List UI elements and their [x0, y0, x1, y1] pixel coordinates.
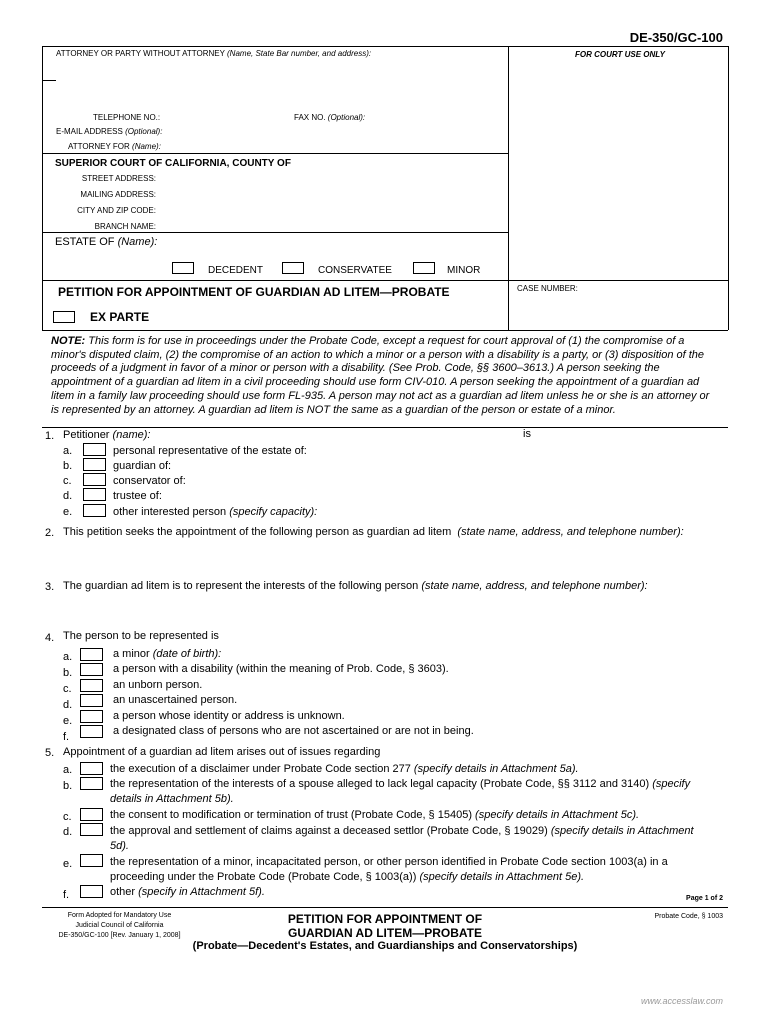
item4-b-checkbox[interactable] — [80, 663, 103, 676]
item5-a-checkbox[interactable] — [80, 762, 103, 775]
item4-f-label: a designated class of persons who are not ascertained or are not in being. — [113, 725, 474, 737]
item5-d-letter: d. — [63, 826, 73, 838]
footer-title-1: PETITION FOR APPOINTMENT OF — [287, 912, 483, 926]
item1-is: is — [523, 428, 531, 440]
fax-label: FAX NO. (Optional): — [294, 113, 366, 122]
item5-f-checkbox[interactable] — [80, 885, 103, 898]
note-paragraph: NOTE: This form is for use in proceedings under the Probate Code, except a request for court approval of (1) the compromise of a minor's disputed claim, (2) the compromise of an action to which a minor or a person with a disability is a party, or (3) disposition of the proceeds of a judgment in favor of a minor or person with a disability. (See Prob. Code, §§ 3600–3613.) A person seeking the appointment of a guardian ad litem in a civil proceeding should use form CIV-010. A person seeking the appointment of a guardian ad litem in a family law proceeding should use form FL-935. A person may not act as a guardian ad litem unless he or she is an attorney or is represented by an attorney. A guardian ad litem is NOT the same as a guardian of the person or estate of a minor. — [51, 335, 710, 416]
item1-d-label: trustee of: — [113, 490, 162, 502]
item1-a-label: personal representative of the estate of: — [113, 445, 307, 457]
item1-c-letter: c. — [63, 475, 72, 487]
court-use-label: FOR COURT USE ONLY — [575, 50, 665, 59]
item1-c-label: conservator of: — [113, 475, 186, 487]
conservatee-label: CONSERVATEE — [318, 265, 392, 276]
item1-b-letter: b. — [63, 460, 73, 472]
item4-c-letter: c. — [63, 683, 72, 695]
attorney-for-label: ATTORNEY FOR (Name): — [68, 142, 161, 151]
footer-adopted-2: Judicial Council of California — [75, 922, 164, 929]
ex-parte-label: EX PARTE — [90, 310, 150, 324]
item2-number: 2. — [45, 527, 55, 539]
item1-e-letter: e. — [63, 506, 73, 518]
footer-subtitle: (Probate—Decedent's Estates, and Guardianships and Conservatorships) — [192, 940, 578, 952]
item4-d-label: an unascertained person. — [113, 694, 238, 706]
footer-adopted-1: Form Adopted for Mandatory Use — [67, 912, 172, 919]
telephone-label: TELEPHONE NO.: — [93, 113, 161, 122]
page-number: Page 1 of 2 — [686, 895, 723, 902]
item5-text: Appointment of a guardian ad litem arises out of issues regarding — [63, 746, 381, 758]
header-top-border — [42, 46, 728, 47]
item1-a-checkbox[interactable] — [83, 443, 106, 456]
item4-f-letter: f. — [63, 731, 70, 743]
item1-label: Petitioner (name): — [63, 429, 151, 441]
minor-checkbox[interactable] — [413, 262, 435, 274]
item5-a-label: the execution of a disclaimer under Probate Code section 277 (specify details in Attachment 5a). — [110, 763, 579, 775]
item5-d-label: the approval and settlement of claims against a deceased settlor (Probate Code, § 19029) (specify details in Attachment 5d). — [110, 825, 694, 852]
ex-parte-checkbox[interactable] — [53, 311, 75, 323]
item4-f-checkbox[interactable] — [80, 725, 103, 738]
header-left-border — [42, 46, 43, 330]
item4-e-checkbox[interactable] — [80, 710, 103, 723]
estate-label: ESTATE OF (Name): — [55, 236, 158, 248]
item4-number: 4. — [45, 632, 55, 644]
item4-b-letter: b. — [63, 667, 73, 679]
item4-a-label: a minor (date of birth): — [113, 648, 222, 660]
attorney-section-divider — [42, 153, 508, 154]
minor-label: MINOR — [447, 265, 481, 276]
decedent-checkbox[interactable] — [172, 262, 194, 274]
header-bottom-border — [42, 330, 728, 331]
item1-d-checkbox[interactable] — [83, 488, 106, 501]
city-zip-label: CITY AND ZIP CODE: — [77, 206, 156, 215]
email-label: E-MAIL ADDRESS (Optional): — [56, 127, 163, 136]
item1-a-letter: a. — [63, 445, 73, 457]
item4-c-label: an unborn person. — [113, 679, 203, 691]
footer-adopted-3: DE-350/GC-100 [Rev. January 1, 2008] — [58, 932, 181, 939]
decedent-label: DECEDENT — [208, 265, 264, 276]
note-bottom-border — [42, 427, 728, 428]
item1-e-label: other interested person (specify capacity): — [113, 506, 318, 518]
conservatee-checkbox[interactable] — [282, 262, 304, 274]
item4-c-checkbox[interactable] — [80, 679, 103, 692]
item1-d-letter: d. — [63, 490, 73, 502]
court-section-divider — [42, 232, 508, 233]
attorney-field-tick — [42, 80, 56, 81]
item1-b-label: guardian of: — [113, 460, 172, 472]
item5-a-letter: a. — [63, 764, 73, 776]
header-right-border — [728, 46, 729, 330]
case-number-label: CASE NUMBER: — [517, 284, 578, 293]
footer-title-2: GUARDIAN AD LITEM—PROBATE — [288, 926, 482, 940]
item5-c-label: the consent to modification or termination of trust (Probate Code, § 15405) (specify details in Attachment 5c). — [110, 809, 640, 821]
attorney-label: ATTORNEY OR PARTY WITHOUT ATTORNEY (Name, State Bar number, and address): — [56, 49, 372, 58]
item4-e-label: a person whose identity or address is unknown. — [113, 710, 345, 722]
footer-code: Probate Code, § 1003 — [654, 913, 723, 920]
street-address-label: STREET ADDRESS: — [81, 174, 156, 183]
estate-section-divider — [42, 280, 728, 281]
item1-number: 1. — [45, 430, 55, 442]
footer-divider — [42, 907, 728, 908]
item4-a-letter: a. — [63, 651, 73, 663]
item5-b-label: the representation of the interests of a spouse alleged to lack legal capacity (Probate Code, §§ 3112 and 3140) (specify details in Attachment 5b). — [110, 778, 691, 805]
item4-text: The person to be represented is — [63, 630, 219, 642]
watermark: www.accesslaw.com — [640, 996, 723, 1006]
item5-b-letter: b. — [63, 780, 73, 792]
item2-text: This petition seeks the appointment of the following person as guardian ad litem (state name, address, and telephone number): — [63, 526, 684, 538]
item5-c-checkbox[interactable] — [80, 808, 103, 821]
form-title: PETITION FOR APPOINTMENT OF GUARDIAN AD LITEM—PROBATE — [58, 285, 450, 299]
court-label: SUPERIOR COURT OF CALIFORNIA, COUNTY OF — [55, 158, 291, 169]
item3-number: 3. — [45, 581, 55, 593]
item5-b-checkbox[interactable] — [80, 777, 103, 790]
item5-e-label: the representation of a minor, incapacitated person, or other person identified in Probate Code section 1003(a) in a proceeding under the Probate Code (Probate Code, § 1003(a)) (specify details in Attachment 5e). — [110, 856, 668, 883]
court-use-divider — [508, 46, 509, 330]
item5-number: 5. — [45, 747, 55, 759]
item1-b-checkbox[interactable] — [83, 458, 106, 471]
item5-e-letter: e. — [63, 858, 73, 870]
item4-e-letter: e. — [63, 715, 73, 727]
item5-e-checkbox[interactable] — [80, 854, 103, 867]
branch-name-label: BRANCH NAME: — [94, 222, 156, 231]
item5-f-label: other (specify in Attachment 5f). — [110, 886, 265, 898]
item4-b-label: a person with a disability (within the meaning of Prob. Code, § 3603). — [113, 663, 449, 675]
item1-e-checkbox[interactable] — [83, 504, 106, 517]
item5-f-letter: f. — [63, 889, 70, 901]
item1-c-checkbox[interactable] — [83, 473, 106, 486]
item4-a-checkbox[interactable] — [80, 648, 103, 661]
item5-c-letter: c. — [63, 811, 72, 823]
item4-d-checkbox[interactable] — [80, 694, 103, 707]
item3-text: The guardian ad litem is to represent the interests of the following person (state name, address, and telephone number): — [63, 580, 648, 592]
form-number: DE-350/GC-100 — [629, 30, 723, 45]
item5-d-checkbox[interactable] — [80, 823, 103, 836]
mailing-address-label: MAILING ADDRESS: — [80, 190, 156, 199]
item4-d-letter: d. — [63, 699, 73, 711]
